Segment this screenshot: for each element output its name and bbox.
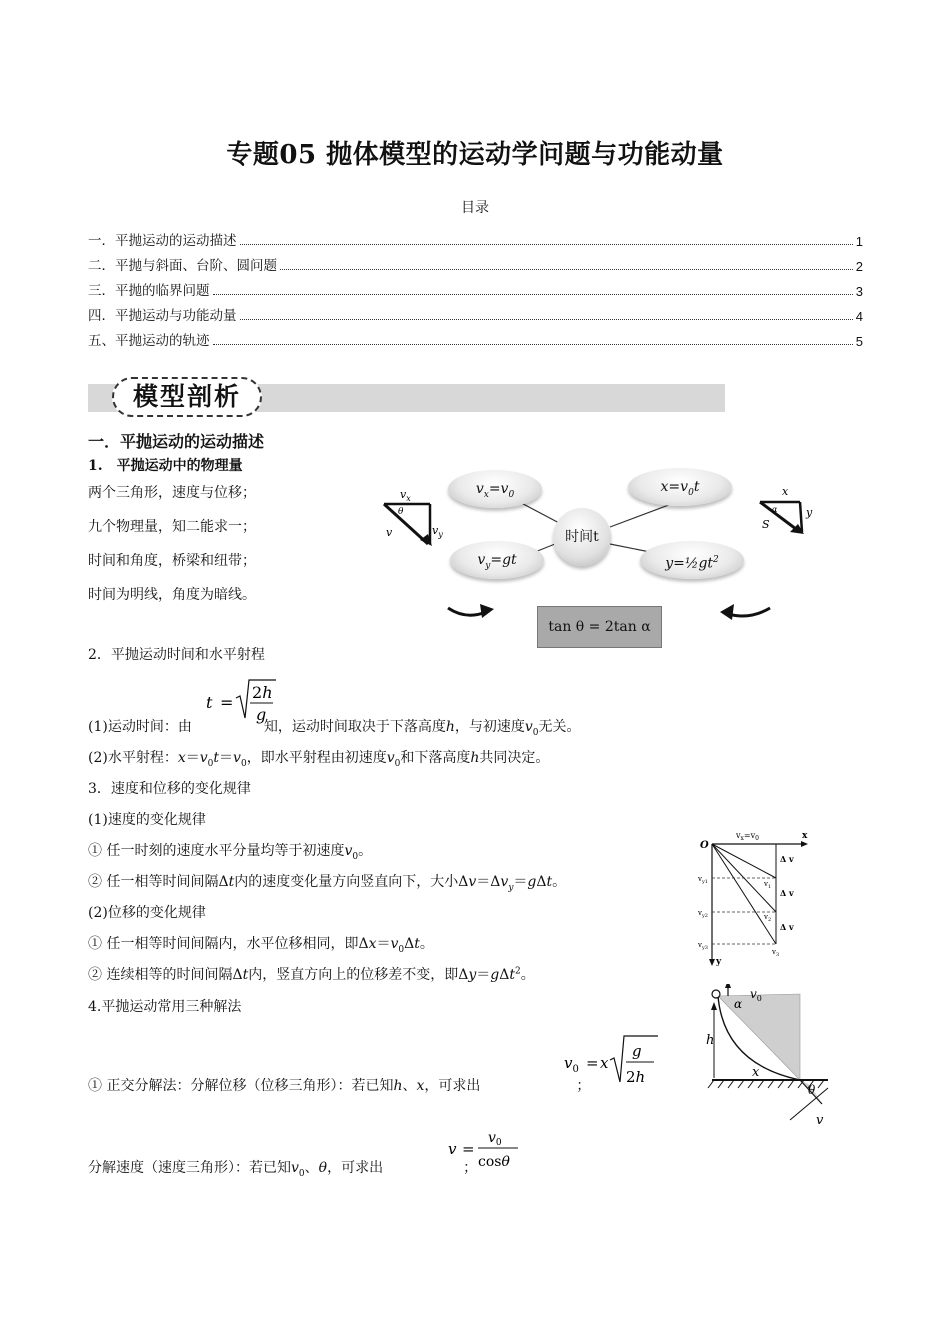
vel-item1-text: ① 任一时刻的速度水平分量均等于初速度 [88, 843, 345, 859]
svg-text:=: = [220, 693, 234, 712]
time-suffix2: ，与初速度 [454, 719, 525, 735]
svg-text:θ: θ [398, 507, 404, 517]
svg-text:g: g [256, 705, 267, 724]
vel-rule-item: ② 任一相等时间间隔Δt内的速度变化量方向竖直向下，大小$\Delta v=\Delta v_y=g\Delta t$。 [88, 874, 567, 893]
disp-rule-heading: (2)位移的变化规律 [88, 905, 206, 921]
method2-text: 分解速度（速度三角形）：若已知 [88, 1160, 291, 1176]
svg-text:y: y [716, 957, 722, 967]
toc-item-page: 5 [855, 334, 863, 349]
displacement-triangle-icon [760, 485, 813, 534]
svg-text:2h: 2h [626, 1068, 646, 1086]
svg-text:v3: $v_3$ [772, 948, 780, 958]
section-banner-badge: 模型剖析 [112, 377, 262, 417]
mindmap-node-x: $x=v_0t$ [628, 468, 732, 506]
range-suffix: ，即水平射程由初速度 [246, 750, 387, 766]
svg-text:Δ v: Δ v [780, 922, 794, 932]
curved-arrow-icon [448, 608, 486, 615]
mindmap-node-vy: $v_y=gt$ [450, 541, 544, 579]
svg-text:v0: $v_0$ [564, 1054, 579, 1075]
svg-text:2h: 2h [252, 683, 273, 702]
svg-text:Δ v: Δ v [780, 888, 794, 898]
rhyme-line: 时间为明线，角度为暗线。 [88, 587, 256, 603]
velocity-change-diagram [696, 826, 816, 972]
toc-item[interactable] [88, 279, 863, 299]
svg-text:vy1: $v_{y1}$ [698, 875, 708, 885]
svg-text:x: x [600, 1054, 609, 1072]
svg-text:v1: $v_1$ [764, 880, 772, 890]
rhyme-line: 九个物理量，知二能求一； [88, 519, 256, 535]
toc-leader [240, 243, 853, 245]
toc-heading: 目录 [461, 200, 489, 216]
svg-text:v: v [816, 1113, 824, 1128]
svg-text:vy2: $v_{y2}$ [698, 909, 708, 919]
page-title: 专题05 抛体模型的运动学问题与功能动量 [226, 140, 724, 170]
tan-relation-box: tan θ = 2tan α [537, 606, 662, 648]
toc-item-page: 2 [855, 259, 863, 274]
toc-item-label: 三．平抛的临界问题 [88, 283, 210, 299]
svg-text:α: α [772, 505, 778, 514]
vel-rule-item: ① 任一时刻的速度水平分量均等于初速度$v_0$。 [88, 843, 373, 862]
svg-text:vx=v0: $v_x=v_0$ [736, 831, 759, 842]
toc-leader [213, 343, 853, 345]
vel-item2-b: 内的速度变化量方向竖直向下，大小 [234, 874, 459, 890]
subsection-heading: 4.平抛运动常用三种解法 [88, 999, 242, 1015]
svg-text:=: = [462, 1140, 475, 1158]
velocity-triangle-icon [384, 488, 443, 546]
disp-item2-b: 内，竖直方向上的位移差不变，即 [248, 967, 459, 983]
svg-text:α: α [734, 997, 743, 1011]
toc-item[interactable] [88, 229, 863, 249]
disp-item1-text: ① 任一相等时间间隔内，水平位移相同，即 [88, 936, 359, 952]
section-heading: 一．平抛运动的运动描述 [88, 432, 265, 451]
time-prefix: (1)运动时间：由 [88, 719, 192, 735]
svg-text:v: v [448, 1140, 457, 1158]
toc-item[interactable] [88, 329, 863, 349]
toc-item-label: 五、平抛运动的轨迹 [88, 333, 210, 349]
disp-item2-a: ② 连续相等的时间间隔 [88, 967, 233, 983]
disp-rule-item: ① 任一相等时间间隔内，水平位移相同，即$\Delta x=v_0\Delta t$。 [88, 936, 434, 955]
method1-line: ① 正交分解法：分解位移（位移三角形）：若已知h、x，可求出 ； [88, 1078, 591, 1094]
mindmap-node-vx: $v_x=v_0$ [448, 470, 542, 508]
toc-item-label: 四．平抛运动与功能动量 [88, 308, 237, 324]
vel-rule-heading: (1)速度的变化规律 [88, 812, 206, 828]
rhyme-line: 两个三角形，速度与位移； [88, 485, 256, 501]
mindmap-node-y: $y=\frac{1}{2}gt^2$ [640, 541, 744, 579]
time-text-line: (1)运动时间：由 知，运动时间取决于下落高度h，与初速度$v_0$无关。 [88, 719, 581, 738]
svg-text:vy: $v_y$ [432, 524, 443, 539]
toc-leader [213, 293, 853, 295]
svg-text:=: = [586, 1054, 599, 1072]
toc-item[interactable] [88, 304, 863, 324]
svg-text:θ: θ [808, 1083, 816, 1097]
range-suffix3: 共同决定。 [479, 750, 550, 766]
svg-text:cosθ: cosθ [478, 1154, 510, 1170]
subsection-heading: 2．平抛运动时间和水平射程 [88, 647, 265, 663]
svg-text:t: t [206, 693, 213, 712]
svg-text:O: O [700, 840, 709, 851]
svg-text:v: v [386, 526, 393, 539]
toc-leader [280, 268, 853, 270]
toc-item[interactable] [88, 254, 863, 274]
range-suffix2: 和下落高度 [400, 750, 471, 766]
curved-arrow-icon [728, 608, 770, 616]
toc-item-label: 一．平抛运动的运动描述 [88, 233, 237, 249]
disp-rule-item: ② 连续相等的时间间隔Δt内，竖直方向上的位移差不变，即Δy＝gΔt$^2$。 [88, 966, 535, 983]
mindmap-center-node: 时间t [553, 508, 611, 566]
toc-item-page: 4 [855, 309, 863, 324]
svg-text:S: S [762, 518, 770, 531]
method2-mid: ，可求出 [327, 1160, 384, 1176]
method1-text: ① 正交分解法：分解位移（位移三角形）：若已知 [88, 1078, 394, 1094]
subsection-heading: 1. 平抛运动中的物理量 [88, 458, 243, 474]
svg-text:g: g [632, 1042, 642, 1060]
svg-text:h: h [706, 1033, 715, 1048]
range-prefix: (2)水平射程： [88, 750, 178, 766]
toc-item-page: 3 [855, 284, 863, 299]
svg-text:vy3: $v_{y3}$ [698, 941, 708, 951]
svg-text:x: x [782, 485, 789, 498]
svg-text:x: x [752, 1065, 760, 1080]
projectile-diagram [704, 984, 834, 1132]
svg-text:Δ v: Δ v [780, 854, 794, 864]
toc-item-label: 二．平抛与斜面、台阶、圆问题 [88, 258, 277, 274]
toc-item-page: 1 [855, 234, 863, 249]
svg-text:y: y [806, 506, 813, 519]
svg-text:vx: $v_x$ [400, 488, 411, 503]
svg-text:v0: $v_0$ [750, 987, 762, 1003]
svg-text:v2: $v_2$ [764, 913, 772, 923]
svg-text:x: x [802, 831, 808, 841]
vel-item2-a: ② 任一相等时间间隔 [88, 874, 219, 890]
svg-text:v0: $v_0$ [488, 1130, 502, 1148]
toc-leader [240, 318, 853, 320]
time-suffix: 知，运动时间取决于下落高度 [263, 719, 446, 735]
method1-mid: ，可求出 [424, 1078, 481, 1094]
rhyme-line: 时间和角度，桥梁和纽带； [88, 553, 256, 569]
range-text-line: (2)水平射程：$x=v_0t=v_0$，即水平射程由初速度$v_0$和下落高度h共同决定。 [88, 750, 550, 769]
subsection-heading: 3．速度和位移的变化规律 [88, 781, 251, 797]
time-suffix3: 无关。 [538, 719, 581, 735]
method2-line: 分解速度（速度三角形）：若已知$v_0$、θ，可求出 ； [88, 1160, 478, 1179]
